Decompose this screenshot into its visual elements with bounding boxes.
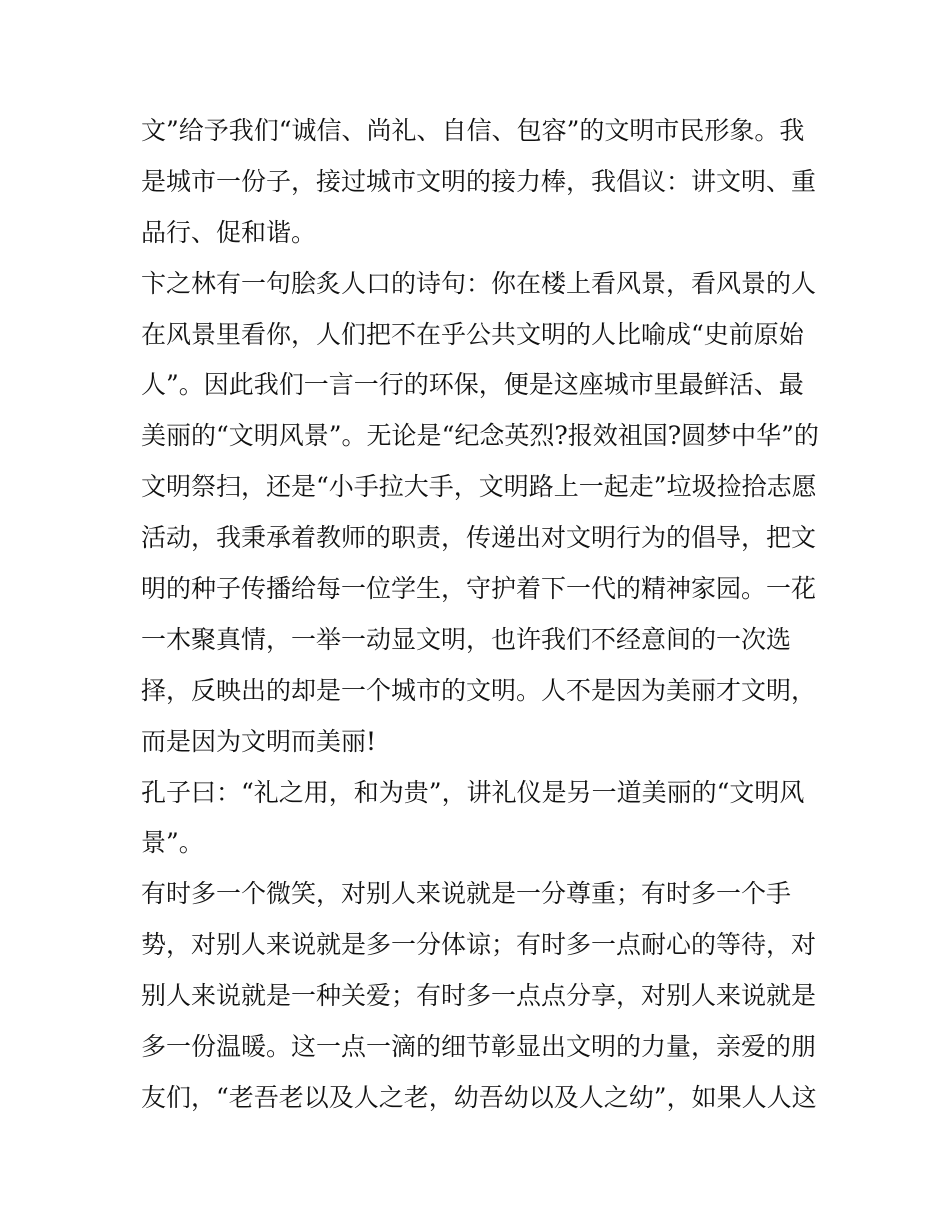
text-line: 品行、促和谐。 [141,217,317,247]
text-line: 而是因为文明而美丽! [141,726,377,756]
text-line: 友们，“老吾老以及人之老，幼吾幼以及人之幼”，如果人人这 [141,1082,817,1112]
body-text [141,106,821,1124]
text-line: 是城市一份子，接过城市文明的接力棒，我倡议：讲文明、重 [141,166,817,196]
text-line: 明的种子传播给每一位学生，守护着下一代的精神家园。一花 [141,574,817,604]
text-line: 势，对别人来说就是多一分体谅；有时多一点耐心的等待，对 [141,930,817,960]
text-line: 孔子曰：“礼之用，和为贵”，讲礼仪是另一道美丽的“文明风 [141,777,805,807]
text-line: 卞之林有一句脍炙人口的诗句：你在楼上看风景，看风景的人 [141,268,817,298]
text-line: 在风景里看你，人们把不在乎公共文明的人比喻成“史前原始 [141,319,804,349]
text-line: 人”。因此我们一言一行的环保，便是这座城市里最鲜活、最 [141,370,804,400]
text-line: 有时多一个微笑，对别人来说就是一分尊重；有时多一个手 [141,879,792,909]
text-line: 活动，我秉承着教师的职责，传递出对文明行为的倡导，把文 [141,523,817,553]
text-line: 多一份温暖。这一点一滴的细节彰显出文明的力量，亲爱的朋 [141,1032,817,1062]
text-line: 别人来说就是一种关爱；有时多一点点分享，对别人来说就是 [141,981,817,1011]
text-line: 择，反映出的却是一个城市的文明。人不是因为美丽才文明， [141,675,817,705]
text-line: 文”给予我们“诚信、尚礼、自信、包容”的文明市民形象。我 [141,116,805,145]
text-line: 一木聚真情，一举一动显文明，也许我们不经意间的一次选 [141,624,792,654]
text-line: 美丽的“文明风景”。无论是“纪念英烈?报效祖国?圆梦中华”的 [141,421,819,451]
text-line: 景”。 [141,828,204,858]
text-line: 文明祭扫，还是“小手拉大手，文明路上一起走”垃圾捡拾志愿 [141,472,817,502]
